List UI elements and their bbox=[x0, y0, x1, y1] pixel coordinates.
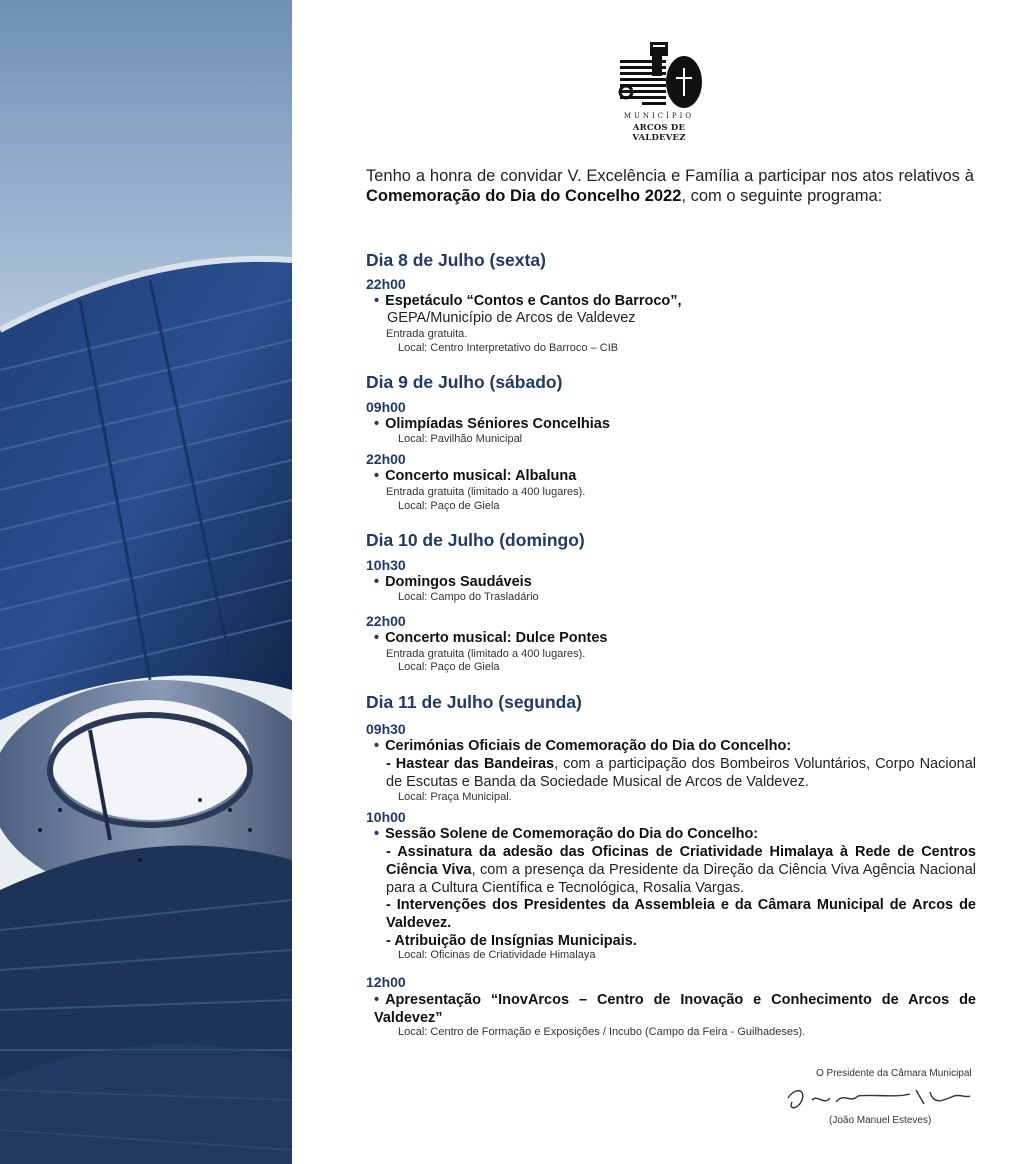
event-note: Entrada gratuita (limitado a 400 lugares). bbox=[386, 648, 586, 660]
intro-bold: Comemoração do Dia do Concelho 2022 bbox=[366, 186, 682, 205]
event-title-text: Apresentação “InovArcos – Centro de Inovação e Conhecimento de Arcos de Valdevez” bbox=[374, 992, 976, 1026]
event-title bbox=[374, 574, 532, 590]
bullet-icon: • bbox=[374, 574, 380, 590]
event-sub-item bbox=[386, 932, 976, 950]
event-local: Local: Oficinas de Criatividade Himalaya bbox=[398, 949, 596, 961]
sub-item-bold: - Atribuição de Insígnias Municipais. bbox=[386, 933, 637, 949]
event-title bbox=[374, 630, 607, 646]
event-title bbox=[374, 991, 976, 1027]
event-local: Local: Campo do Trasladário bbox=[398, 591, 539, 603]
bullet-icon: • bbox=[374, 293, 380, 309]
bullet-icon: • bbox=[374, 416, 380, 432]
sub-item-bold: - Intervenções dos Presidentes da Assembleia e da Câmara Municipal de Arcos de Valdevez. bbox=[386, 897, 976, 931]
day-heading: Dia 8 de Julho (sexta) bbox=[366, 250, 546, 270]
event-time: 22h00 bbox=[366, 276, 406, 292]
event-subtitle: GEPA/Município de Arcos de Valdevez bbox=[387, 310, 636, 326]
event-sub-item bbox=[386, 755, 976, 791]
bullet-icon: • bbox=[374, 826, 380, 842]
cover-photo bbox=[0, 0, 292, 1164]
sub-item-bold: - Hastear das Bandeiras bbox=[386, 756, 555, 772]
signature-title: O Presidente da Câmara Municipal bbox=[816, 1068, 972, 1079]
municipal-logo bbox=[612, 40, 706, 144]
event-sub-item bbox=[386, 896, 976, 932]
municipal-emblem-icon bbox=[612, 40, 706, 112]
bullet-icon: • bbox=[374, 468, 380, 484]
event-local: Local: Paço de Giela bbox=[398, 661, 500, 673]
event-title bbox=[374, 293, 682, 309]
event-title bbox=[374, 738, 791, 754]
event-time: 09h00 bbox=[366, 399, 406, 415]
event-title-text: Concerto musical: Albaluna bbox=[385, 468, 577, 484]
sub-item-bold: - Assinatura da adesão das Oficinas de Criatividade Himalaya à Rede de Centros Ciência Viva bbox=[386, 844, 976, 878]
event-time: 10h30 bbox=[366, 557, 406, 573]
event-title bbox=[374, 826, 758, 842]
logo-line1: MUNICÍPIO bbox=[623, 112, 695, 120]
event-local: Local: Praça Municipal. bbox=[398, 791, 512, 803]
day-heading: Dia 11 de Julho (segunda) bbox=[366, 692, 582, 712]
event-time: 09h30 bbox=[366, 721, 406, 737]
bullet-icon: • bbox=[374, 992, 380, 1008]
event-title-text: Sessão Solene de Comemoração do Dia do Concelho: bbox=[385, 826, 759, 842]
sub-item-text: , com a presença da Presidente da Direção da Ciência Viva Agência Nacional para a Cultura Científica e Tecnológica, Rosalia Vargas. bbox=[386, 862, 976, 896]
event-title-text: Cerimónias Oficiais de Comemoração do Dia do Concelho: bbox=[385, 738, 792, 754]
sub-item-text: , com a participação dos Bombeiros Voluntários, Corpo Nacional de Escutas e Banda da Sociedade Musical de Arcos de Valdevez. bbox=[386, 756, 976, 790]
event-time: 22h00 bbox=[366, 451, 406, 467]
event-title bbox=[374, 468, 576, 484]
day-heading: Dia 9 de Julho (sábado) bbox=[366, 372, 563, 392]
bullet-icon: • bbox=[374, 630, 380, 646]
event-time: 22h00 bbox=[366, 613, 406, 629]
event-title-text: Concerto musical: Dulce Pontes bbox=[385, 630, 608, 646]
intro-text-after: , com o seguinte programa: bbox=[681, 186, 883, 205]
event-time: 10h00 bbox=[366, 809, 406, 825]
event-note: Entrada gratuita (limitado a 400 lugares). bbox=[386, 486, 586, 498]
logo-line2: ARCOS DE VALDEVEZ bbox=[632, 123, 686, 143]
event-local: Local: Paço de Giela bbox=[398, 500, 500, 512]
event-title bbox=[374, 416, 610, 432]
event-title-text: Domingos Saudáveis bbox=[385, 574, 532, 590]
event-time: 12h00 bbox=[366, 974, 406, 990]
event-local: Local: Pavilhão Municipal bbox=[398, 433, 523, 445]
event-local: Local: Centro Interpretativo do Barroco – CIB bbox=[398, 342, 619, 354]
signature-icon bbox=[784, 1080, 974, 1116]
intro-paragraph bbox=[366, 167, 974, 206]
signature-name: (João Manuel Esteves) bbox=[829, 1115, 932, 1126]
architecture-illustration bbox=[0, 0, 292, 1164]
event-sub-item bbox=[386, 843, 976, 897]
event-title-text: Espetáculo “Contos e Cantos do Barroco”, bbox=[385, 293, 682, 309]
event-local: Local: Centro de Formação e Exposições / Incubo (Campo da Feira - Guilhadeses). bbox=[398, 1026, 806, 1038]
event-title-text: Olimpíadas Séniores Concelhias bbox=[385, 416, 610, 432]
intro-text-before: Tenho a honra de convidar V. Excelência e Família a participar nos atos relativos à bbox=[366, 167, 974, 185]
day-heading: Dia 10 de Julho (domingo) bbox=[366, 530, 585, 550]
bullet-icon: • bbox=[374, 738, 380, 754]
event-note: Entrada gratuita. bbox=[386, 328, 468, 340]
